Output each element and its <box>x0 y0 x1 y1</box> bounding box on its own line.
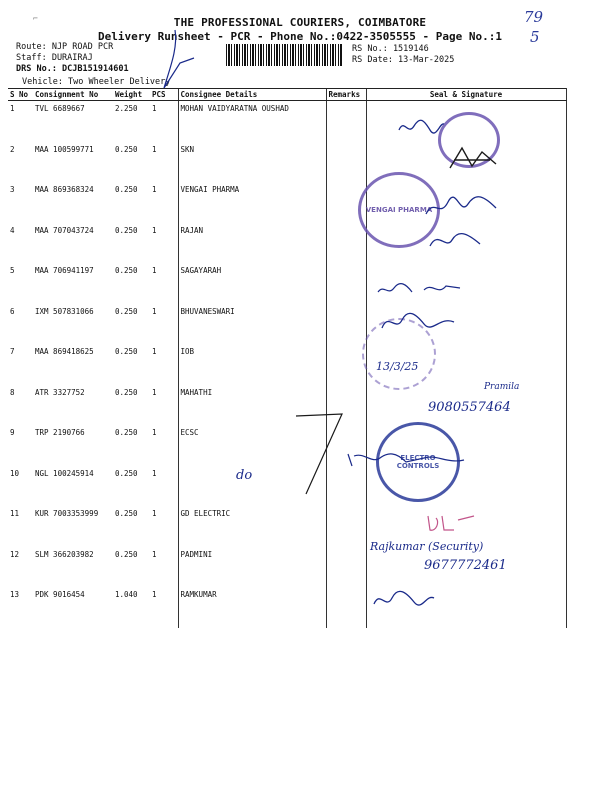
cell-sno: 6 <box>10 306 15 316</box>
cell-consignee: RAJAN <box>178 223 326 264</box>
cell-consignment: MAA 707043724 <box>35 225 94 235</box>
table-row <box>8 304 566 345</box>
cell-sno: 13 <box>10 590 20 599</box>
cell-consignment: MAA 100599771 <box>35 144 94 154</box>
cell-pcs: 1 <box>152 468 157 478</box>
cell-consignment: MAA 706941197 <box>35 266 94 275</box>
signature-row9 <box>344 448 474 470</box>
cell-consignment: SLM 366203982 <box>35 549 94 559</box>
cell-sno: 10 <box>10 468 20 478</box>
cell-consignment: TRP 2190766 <box>35 428 85 437</box>
cell-pcs: 1 <box>152 549 157 559</box>
cell-pcs: 1 <box>152 347 157 356</box>
cell-weight: 0.250 <box>115 347 138 356</box>
cell-weight: 1.040 <box>115 590 138 599</box>
cell-pcs: 1 <box>152 306 157 316</box>
cell-consignee: VENGAI PHARMA <box>178 182 326 223</box>
table-row <box>8 466 566 507</box>
corner-note-bottom: 5 <box>530 28 540 46</box>
cell-consignment: TVL 6689667 <box>35 104 85 113</box>
signature-row1 <box>396 116 446 138</box>
cell-sno: 5 <box>10 266 15 275</box>
table-row <box>8 263 566 304</box>
handwritten-name-row12: Rajkumar (Security) <box>370 540 484 553</box>
cell-sno: 8 <box>10 387 15 397</box>
header-meta-left <box>16 42 129 75</box>
cell-weight: 0.250 <box>115 509 138 518</box>
cell-weight: 2.250 <box>115 104 138 113</box>
cell-sno: 1 <box>10 104 15 113</box>
col-sno: S No <box>8 89 33 101</box>
cell-consignment: IXM 507831066 <box>35 306 94 316</box>
signature-row11 <box>424 512 484 534</box>
cell-consignee: GD ELECTRIC <box>178 506 326 547</box>
cell-pcs: 1 <box>152 387 157 397</box>
cell-weight: 0.250 <box>115 225 138 235</box>
table-row <box>8 425 566 466</box>
col-pcs: PCS <box>150 89 178 101</box>
header-meta-right <box>352 44 454 66</box>
cell-sno: 11 <box>10 509 20 518</box>
cell-consignee: SKN <box>178 142 326 183</box>
cell-pcs: 1 <box>152 185 157 194</box>
staple-mark: ⌐ <box>33 14 38 23</box>
col-consignment: Consignment No <box>33 89 113 101</box>
stamp-vengai-text: VENGAI PHARMA <box>365 206 433 214</box>
cell-weight: 0.250 <box>115 306 138 316</box>
cell-consignee: BHUVANESWARI <box>178 304 326 345</box>
cell-sno: 7 <box>10 347 15 356</box>
cell-weight: 0.250 <box>115 387 138 397</box>
cell-weight: 0.250 <box>115 428 138 437</box>
corner-note-top: 79 <box>524 8 544 26</box>
table-row <box>8 344 566 385</box>
cell-weight: 0.250 <box>115 468 138 478</box>
cell-consignee: MAHATHI <box>178 385 326 426</box>
cell-sno: 4 <box>10 225 15 235</box>
cell-remarks <box>326 142 366 183</box>
cell-consignment: PDK 9016454 <box>35 590 85 599</box>
cell-consignment: ATR 3327752 <box>35 387 85 397</box>
cell-consignee: MOHAN VAIDYARATNA OUSHAD <box>178 101 326 142</box>
cell-pcs: 1 <box>152 509 157 518</box>
signature-row6 <box>378 310 462 334</box>
handwritten-note-row10: do <box>236 468 253 483</box>
cell-sno: 12 <box>10 549 20 559</box>
vehicle-label: Vehicle: Two Wheeler Delivery <box>22 77 171 87</box>
cell-consignee: IOB <box>178 344 326 385</box>
table-row <box>8 587 566 628</box>
cell-remarks <box>326 506 366 547</box>
signature-row13 <box>370 588 440 612</box>
signature-row4 <box>426 228 486 254</box>
pen-strike <box>290 410 350 500</box>
cell-weight: 0.250 <box>115 549 138 559</box>
handwritten-date-row7: 13/3/25 <box>376 360 419 373</box>
cell-pcs: 1 <box>152 144 157 154</box>
runsheet-subtitle: Delivery Runsheet - PCR - Phone No.:0422-3505555 - Page No.:1 <box>98 30 502 43</box>
cell-pcs: 1 <box>152 266 157 275</box>
cell-remarks <box>326 547 366 588</box>
cell-consignee: RAMKUMAR <box>178 587 326 628</box>
cell-consignee: ECSC <box>178 425 326 466</box>
signature-row2 <box>446 142 506 176</box>
rs-date: RS Date: 13-Mar-2025 <box>352 55 455 65</box>
staff-label: Staff: DURAIRAJ <box>16 53 93 63</box>
col-consignee: Consignee Details <box>178 89 326 101</box>
rs-number: RS No.: 1519146 <box>352 44 429 54</box>
cell-remarks <box>326 304 366 345</box>
col-weight: Weight <box>113 89 150 101</box>
route-label: Route: NJP ROAD PCR <box>16 42 114 52</box>
cell-remarks <box>326 223 366 264</box>
cell-remarks <box>326 101 366 142</box>
cell-pcs: 1 <box>152 428 157 437</box>
cell-remarks <box>326 263 366 304</box>
cell-sno: 3 <box>10 185 15 194</box>
cell-consignee: PADMINI <box>178 547 326 588</box>
handwritten-phone-row8: 9080557464 <box>428 400 511 415</box>
cell-weight: 0.250 <box>115 266 138 275</box>
stamp-electro-text: ELECTRO CONTROLS <box>396 454 440 470</box>
barcode <box>226 44 342 66</box>
col-seal: Seal & Signature <box>366 89 566 101</box>
handwritten-phone-row12: 9677772461 <box>424 558 507 573</box>
cell-remarks <box>326 344 366 385</box>
cell-consignment: MAA 869418625 <box>35 347 94 356</box>
col-remarks: Remarks <box>326 89 366 101</box>
signature-row3 <box>424 194 500 222</box>
signature-row5 <box>376 278 466 300</box>
table-header-row <box>8 89 566 101</box>
cell-consignee: SAGAYARAH <box>178 263 326 304</box>
drs-number: DRS No.: DCJB151914601 <box>16 64 129 74</box>
cell-sno: 9 <box>10 428 15 437</box>
cell-consignment: KUR 7003353999 <box>35 509 99 518</box>
cell-weight: 0.250 <box>115 185 138 194</box>
cell-pcs: 1 <box>152 590 157 599</box>
cell-pcs: 1 <box>152 225 157 235</box>
cell-weight: 0.250 <box>115 144 138 154</box>
cell-consignment: NGL 100245914 <box>35 468 94 478</box>
cell-consignment: MAA 869368324 <box>35 185 94 194</box>
company-title: THE PROFESSIONAL COURIERS, COIMBATORE <box>173 16 427 29</box>
cell-pcs: 1 <box>152 104 157 113</box>
cell-sno: 2 <box>10 144 15 154</box>
cell-remarks <box>326 587 366 628</box>
handwritten-name-row8: Pramila <box>484 382 520 392</box>
